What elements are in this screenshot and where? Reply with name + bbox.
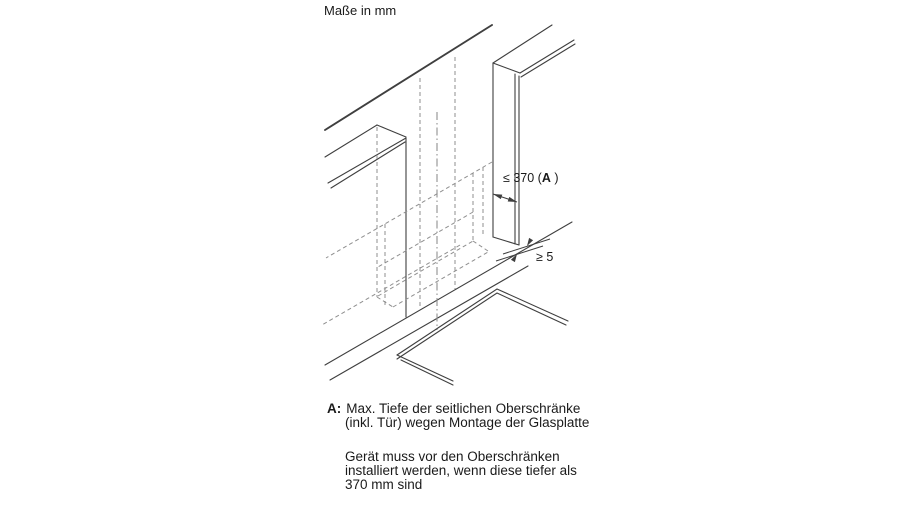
note-install (345, 450, 577, 492)
dimension-depth-label (503, 171, 559, 185)
note-a-prefix: A: (327, 401, 342, 416)
dimension-depth-reference: A (541, 171, 551, 185)
hidden-appliance-outline (322, 57, 492, 325)
cabinet-bottom-edges (325, 222, 572, 380)
note-a (327, 402, 589, 430)
dimension-370-arrows (493, 194, 517, 202)
note-a-line2: (inkl. Tür) wegen Montage der Glasplatte (345, 415, 590, 430)
glass-plate-outline (397, 289, 568, 385)
note-install-line1: Gerät muss vor den Oberschränken (345, 449, 560, 464)
dimension-depth-suffix: ) (550, 171, 559, 185)
wall-top-edge (325, 25, 492, 130)
note-install-line2: installiert werden, wenn diese tiefer als (345, 463, 577, 478)
dimension-clearance-label: ≥ 5 (536, 250, 554, 264)
note-a-line1: Max. Tiefe der seitlichen Oberschränke (346, 401, 581, 416)
dimension-depth-prefix: ≤ 370 ( (503, 171, 542, 185)
right-cabinet-side-panel (493, 25, 575, 245)
left-cabinet-side-panel (325, 125, 406, 317)
note-install-line3: 370 mm sind (345, 477, 423, 492)
units-label: Maße in mm (324, 3, 397, 18)
